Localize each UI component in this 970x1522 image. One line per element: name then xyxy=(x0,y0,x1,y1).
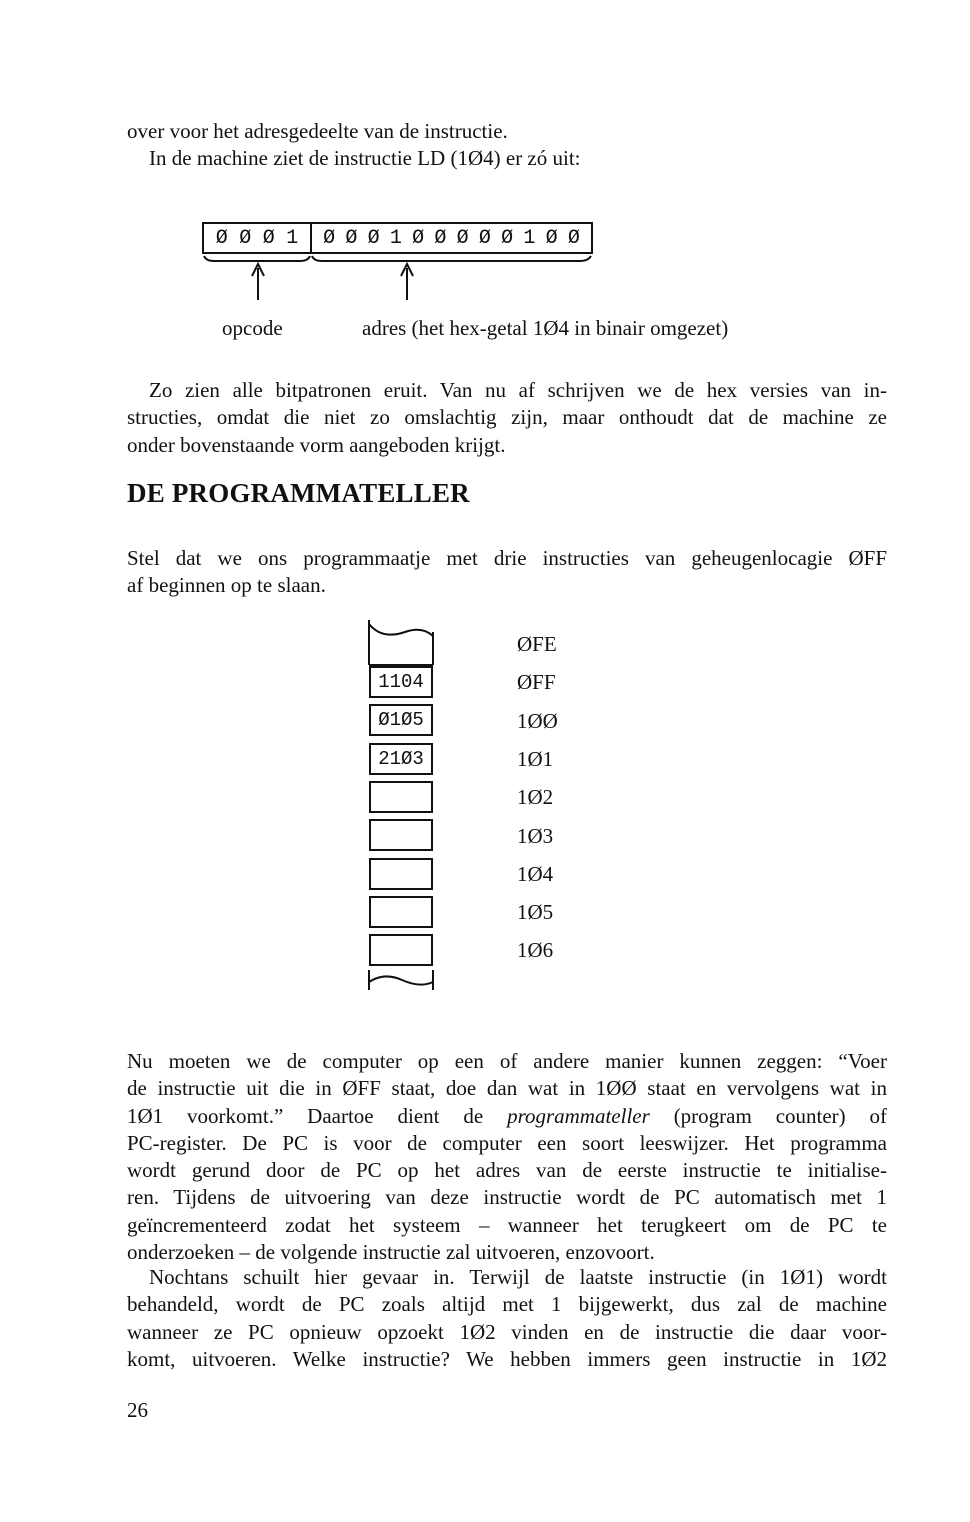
paragraph-danger xyxy=(127,1264,887,1373)
text-line: Stel dat we ons programmaatje met drie instructies van geheugenlocagie ØFF xyxy=(127,546,887,570)
address-label: adres (het hex-getal 1Ø4 in binair omgezet) xyxy=(362,316,729,340)
memory-cell: Ø1Ø5 xyxy=(369,704,433,736)
memory-address-label: 1Ø6 xyxy=(517,938,554,963)
memory-address-label: 1ØØ xyxy=(517,708,558,733)
address-bit: Ø xyxy=(478,226,491,250)
paragraph-memory-intro xyxy=(127,545,887,600)
paragraph-bitpatterns xyxy=(127,377,887,459)
memory-cell xyxy=(369,896,433,928)
address-bit: Ø xyxy=(545,226,558,250)
memory-address-label: 1Ø5 xyxy=(517,900,554,925)
address-bit: Ø xyxy=(501,226,514,250)
address-bit: Ø xyxy=(367,226,380,250)
text-fragment: (program counter) of xyxy=(673,1103,888,1128)
address-bit: Ø xyxy=(434,226,447,250)
emphasis-term: programmateller xyxy=(507,1103,650,1128)
text-line: Nochtans schuilt hier gevaar in. Terwijl de laatste instructie (in 1Ø1) wordt xyxy=(149,1265,887,1289)
address-brace xyxy=(312,256,591,261)
address-bit: Ø xyxy=(323,226,336,250)
page-number: 26 xyxy=(127,1398,148,1422)
text-line: behandeld, wordt de PC zoals altijd met 1 bijgewerkt, dus zal de machine xyxy=(127,1292,887,1317)
opcode-bit: Ø xyxy=(215,226,228,250)
address-bit: 1 xyxy=(389,226,402,250)
opcode-bit: 1 xyxy=(286,226,299,250)
text-line: wordt gerund door de PC op het adres van de eerste instructie te initialise- xyxy=(127,1158,887,1183)
text-line: wanneer ze PC opnieuw opzoekt 1Ø2 vinden en de instructie die daar voor- xyxy=(127,1319,887,1344)
text-line: Nu moeten we de computer op een of andere manier kunnen zeggen: “Voer xyxy=(127,1049,887,1073)
memory-address-label: 1Ø2 xyxy=(517,785,554,810)
text-line: structies, omdat die niet zo omslachtig zijn, maar onthoudt dat de machine ze xyxy=(127,405,887,430)
address-bit: Ø xyxy=(412,226,425,250)
opcode-bit: Ø xyxy=(262,226,275,250)
text-line: onderzoeken – de volgende instructie zal uitvoeren, enzovoort. xyxy=(127,1240,655,1265)
memory-top-tear xyxy=(369,624,433,636)
text-line: de instructie uit die in ØFF staat, doe dan wat in 1ØØ staat en vervolgens wat in xyxy=(127,1076,887,1101)
memory-cell xyxy=(369,934,433,966)
memory-address-label: ØFF xyxy=(517,670,556,695)
memory-address-label: 1Ø3 xyxy=(517,823,554,848)
opcode-bit: Ø xyxy=(239,226,252,250)
paragraph-pc xyxy=(127,1048,887,1266)
section-heading: DE PROGRAMMATELLER xyxy=(127,478,470,508)
memory-bottom-tear xyxy=(369,976,433,984)
text-line: onder bovenstaande vorm aangeboden krijgt. xyxy=(127,432,506,457)
text-line: ren. Tijdens de uitvoering van deze instructie wordt de PC automatisch met 1 xyxy=(127,1185,887,1210)
address-bit: 1 xyxy=(523,226,536,250)
text-line: af beginnen op te slaan. xyxy=(127,573,326,598)
memory-address-label: 1Ø1 xyxy=(517,746,554,771)
text-line: In de machine ziet de instructie LD (1Ø4) er zó uit: xyxy=(149,146,581,171)
memory-cell: 21Ø3 xyxy=(369,743,433,775)
text-line: PC-register. De PC is voor de computer een soort leeswijzer. Het programma xyxy=(127,1130,887,1155)
memory-address-label: 1Ø4 xyxy=(517,861,554,886)
text-fragment: 1Ø1 voorkomt.” Daartoe dient de xyxy=(127,1103,484,1128)
text-line: geïncrementeerd zodat het systeem – wanneer het terugkeert om de PC te xyxy=(127,1212,887,1237)
memory-cell xyxy=(369,819,433,851)
text-line: over voor het adresgedeelte van de instructie. xyxy=(127,119,508,143)
text-line: komt, uitvoeren. Welke instructie? We hebben immers geen instructie in 1Ø2 xyxy=(127,1346,887,1371)
memory-cell: 1104 xyxy=(369,666,433,698)
opcode-brace xyxy=(204,256,310,261)
opcode-label: opcode xyxy=(222,316,283,340)
memory-cell xyxy=(369,781,433,813)
text-line xyxy=(127,1103,887,1130)
text-line: Zo zien alle bitpatronen eruit. Van nu af schrijven we de hex versies van in- xyxy=(149,378,887,402)
address-bit: Ø xyxy=(456,226,469,250)
address-bit: Ø xyxy=(345,226,358,250)
address-bit: Ø xyxy=(567,226,580,250)
memory-address-label: ØFE xyxy=(517,632,557,656)
memory-cell xyxy=(369,858,433,890)
